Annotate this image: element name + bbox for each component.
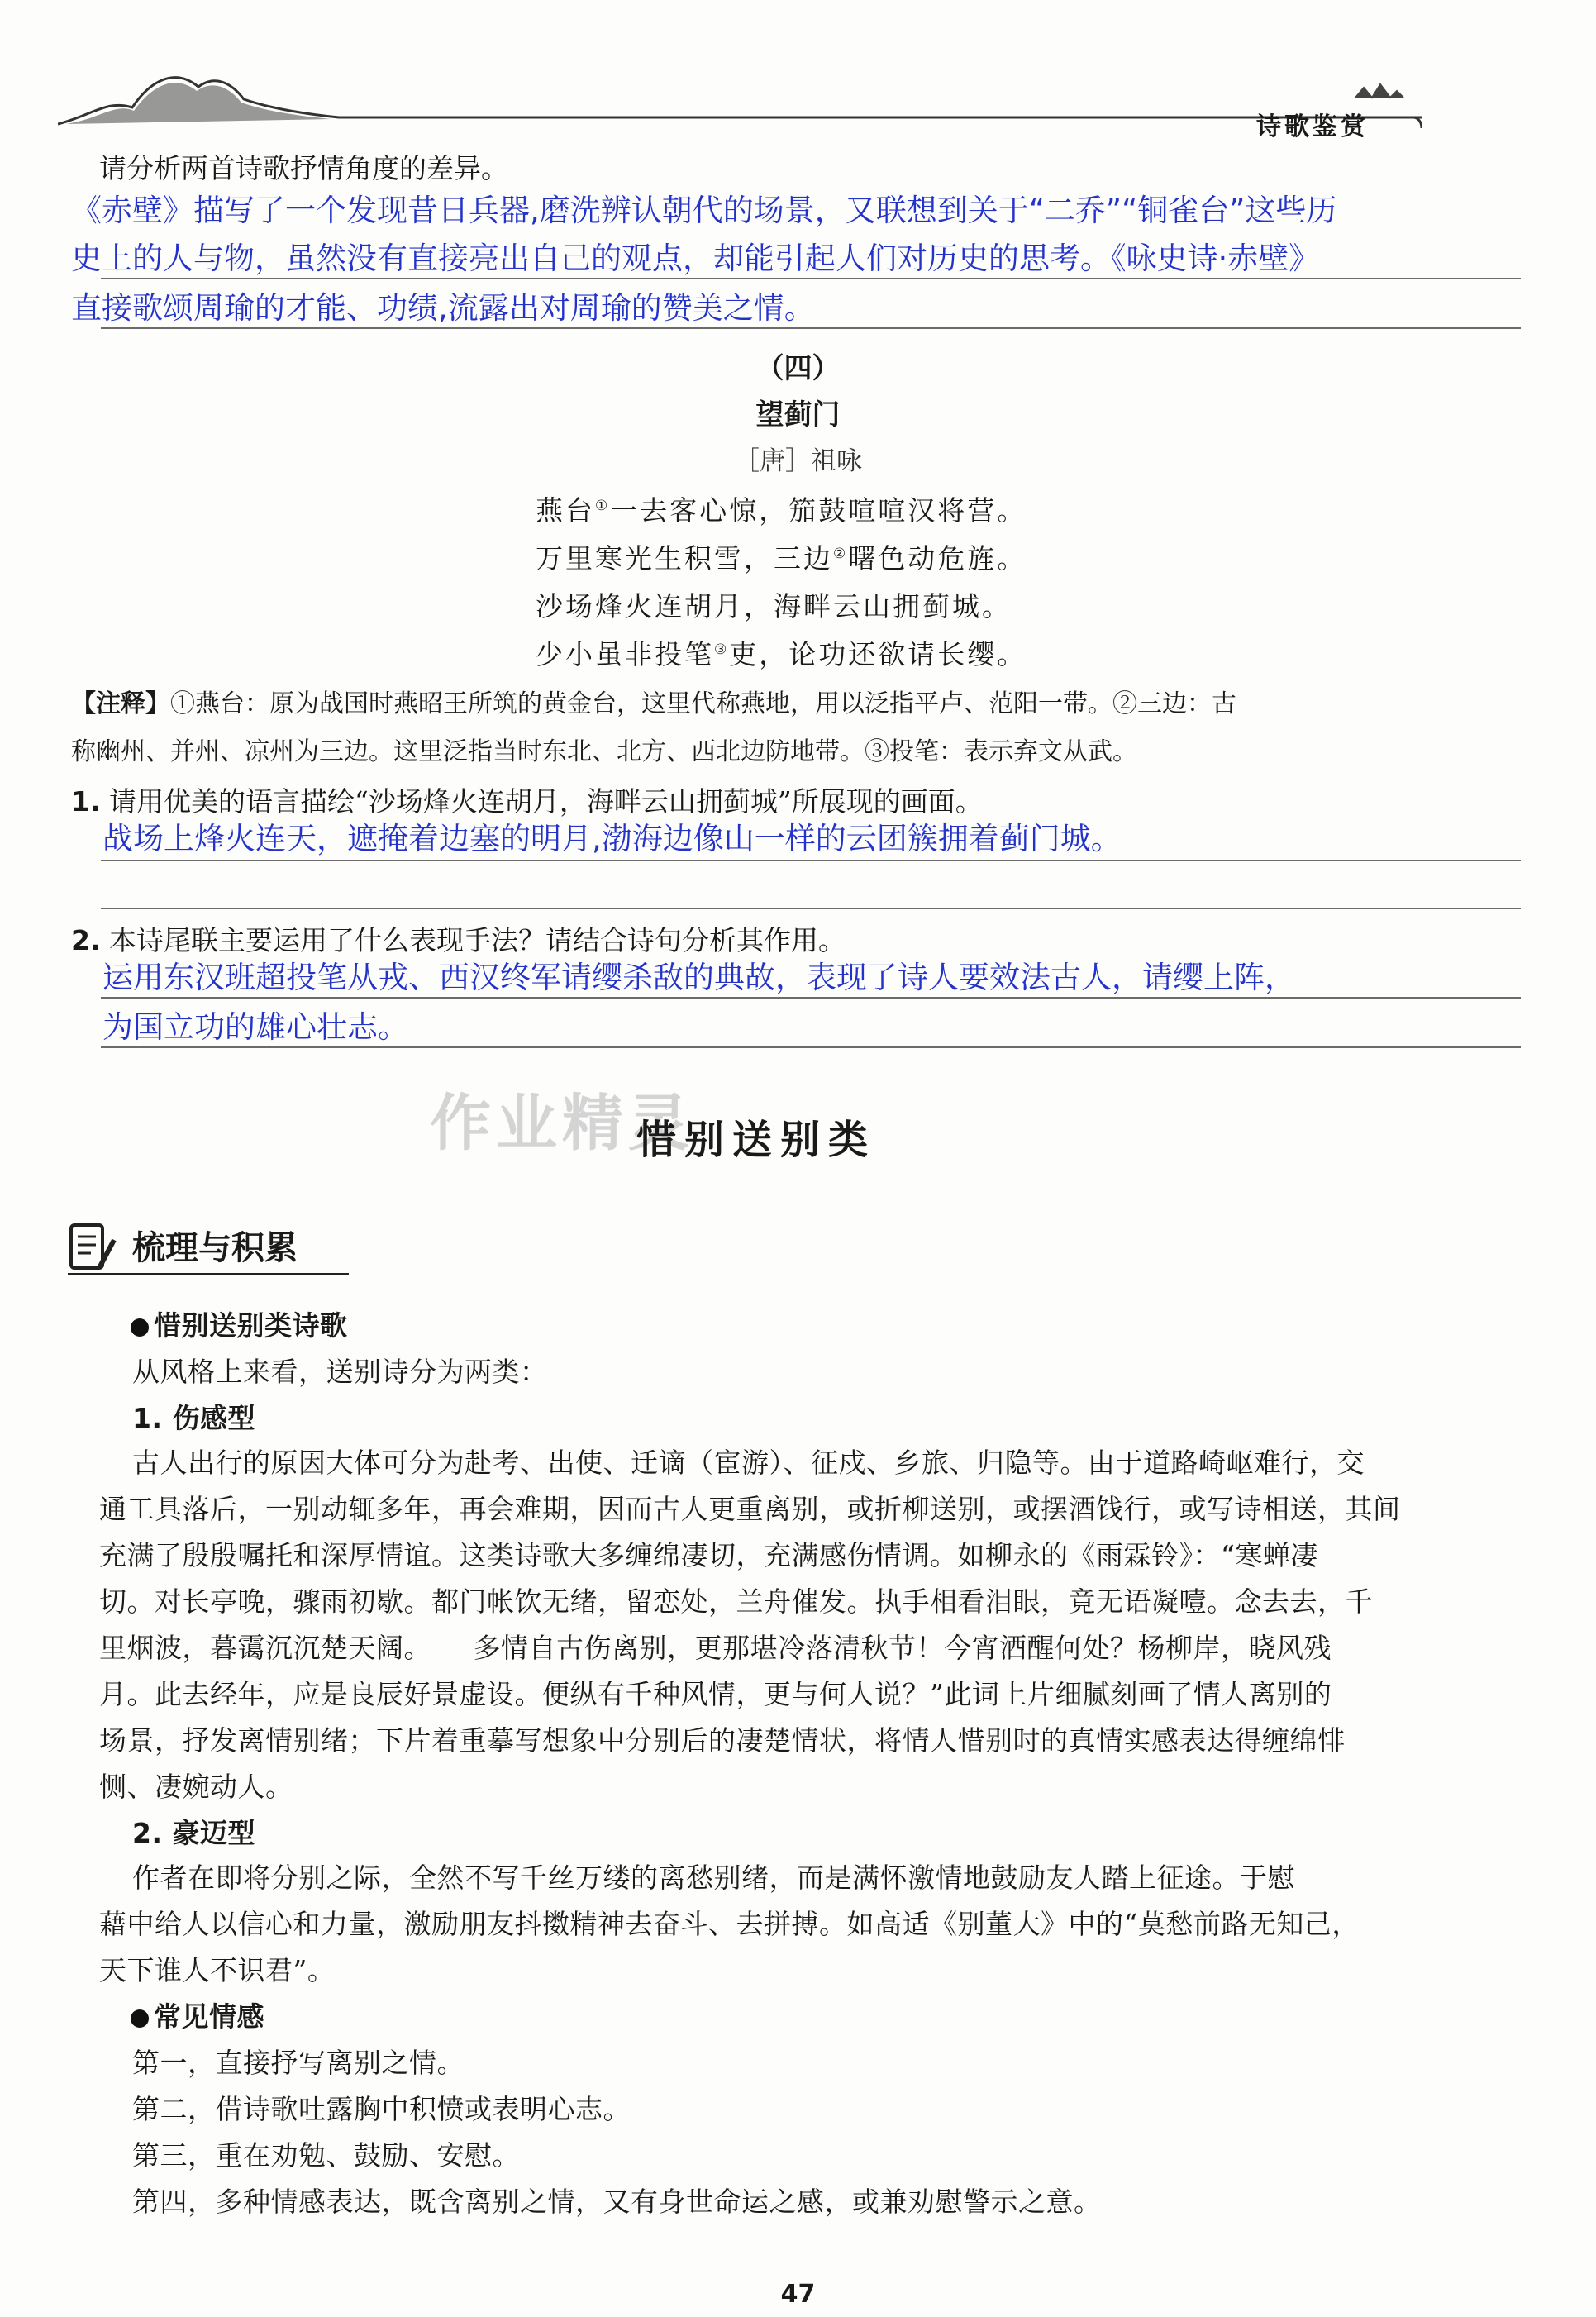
paragraph-line: 作者在即将分别之际，全然不写千丝万缕的离愁别绪，而是满怀激情地鼓励友人踏上征途。于慰 <box>132 1862 1295 1894</box>
section-title: 惜别送别类 <box>636 1117 877 1163</box>
poem-line-text: 吏，论功还欲请长缨。 <box>729 638 1027 670</box>
answer-rule <box>101 908 1521 909</box>
question-text: 请用优美的语言描绘“沙场烽火连胡月，海畔云山拥蓟城”所展现的画面。 <box>109 785 983 818</box>
answer-rule <box>101 860 1521 861</box>
heading-text: 惜别送别类诗歌 <box>154 1309 348 1342</box>
poem-line-text: 一去客心惊，笳鼓喧喧汉将营。 <box>610 494 1027 527</box>
paragraph-line: 天下谁人不识君”。 <box>99 1954 336 1986</box>
part3-question: 请分析两首诗歌抒情角度的差异。 <box>99 152 508 184</box>
paragraph-line: 场景，抒发离情别绪；下片着重摹写想象中分别后的凄楚情状，将情人惜别时的真情实感表达得缠绵悱 <box>99 1724 1346 1757</box>
notebook-pencil-icon <box>68 1222 117 1275</box>
answer-rule <box>101 1046 1521 1048</box>
answer-line: 为国立功的雄心壮志。 <box>102 1009 408 1045</box>
heading-text: 常见情感 <box>154 2000 264 2033</box>
question-number: 1. <box>71 785 101 818</box>
bullet-icon <box>131 1318 149 1337</box>
paragraph-line: 藉中给人以信心和力量，激励朋友抖擞精神去奋斗、去拼搏。如高适《别董大》中的“莫愁前路无知己， <box>99 1908 1360 1940</box>
question-number: 2. <box>71 924 101 956</box>
paragraph-line: 古人出行的原因大体可分为赴考、出使、迁谪（宦游）、征戍、乡旅、归隐等。由于道路崎岖难行，交 <box>132 1447 1365 1479</box>
paragraph-line: 充满了殷殷嘱托和深厚情谊。这类诗歌大多缠绵凄切，充满感伤情调。如柳永的《雨霖铃》：“寒蝉凄 <box>99 1539 1318 1571</box>
poem-line-text: 燕台 <box>536 494 595 527</box>
emotion-item: 第三，重在劝勉、鼓励、安慰。 <box>132 2139 520 2172</box>
paragraph-line: 月。此去经年，应是良辰好景虚设。便纵有千种风情，更与何人说？”此词上片细腻刻画了情人离别的 <box>99 1678 1332 1710</box>
question-text: 本诗尾联主要运用了什么表现手法？请结合诗句分析其作用。 <box>109 924 846 956</box>
part3-answer-line: 史上的人与物，虽然没有直接亮出自己的观点，却能引起人们对历史的思考。《咏史诗·赤壁》 <box>71 241 1320 276</box>
poem-line <box>536 633 1027 672</box>
footnote-ref: ③ <box>714 641 730 658</box>
poem-line <box>536 489 1027 528</box>
watermark: 作业精灵 <box>430 1088 694 1159</box>
note-text: 称幽州、并州、凉州为三边。这里泛指当时东北、北方、西北边防地带。③投笔：表示弃文从武。 <box>71 737 1137 766</box>
page-number: 47 <box>780 2280 816 2309</box>
poem-author: ［唐］祖咏 <box>734 446 862 476</box>
emotion-item: 第二，借诗歌吐露胸中积愤或表明心志。 <box>132 2093 631 2125</box>
content-intro: 从风格上来看，送别诗分为两类： <box>132 1356 548 1388</box>
footnote-ref: ② <box>833 546 849 562</box>
answer-rule <box>101 997 1521 999</box>
poem-line <box>536 585 1012 624</box>
header-mountain-decoration <box>58 50 1422 141</box>
footnote-ref: ① <box>595 498 611 514</box>
header-section-name: 诗歌鉴赏 <box>1256 112 1369 141</box>
emotion-item: 第一，直接抒写离别之情。 <box>132 2047 465 2079</box>
poem-line-text: 曙色动危旌。 <box>848 542 1027 574</box>
answer-rule <box>101 327 1521 329</box>
content-heading <box>131 1995 264 2034</box>
poem-title: 望蓟门 <box>755 398 841 431</box>
answer-line: 战场上烽火连天，遮掩着边塞的明月,渤海边像山一样的云团簇拥着蓟门城。 <box>102 821 1122 856</box>
note-text: ①燕台：原为战国时燕昭王所筑的黄金台，这里代称燕地，用以泛指平卢、范阳一带。②三边：古 <box>170 689 1236 718</box>
content-heading <box>131 1304 348 1343</box>
part3-answer-line: 《赤壁》描写了一个发现昔日兵器,磨洗辨认朝代的场景，又联想到关于“二乔”“铜雀台”这些历 <box>71 193 1337 228</box>
poem-notes <box>71 683 1236 719</box>
poem-line <box>536 537 1027 576</box>
paragraph-line: 切。对长亭晚，骤雨初歇。都门帐饮无绪，留恋处，兰舟催发。执手相看泪眼，竟无语凝噎。念去去，千 <box>99 1585 1373 1618</box>
type-title: 2. 豪迈型 <box>132 1817 255 1849</box>
poem-line-text: 少小虽非投笔 <box>536 638 714 670</box>
type-title: 1. 伤感型 <box>132 1402 255 1434</box>
note-label: 【注释】 <box>71 689 170 718</box>
emotion-item: 第四，多种情感表达，既含离别之情，又有身世命运之感，或兼劝慰警示之意。 <box>132 2186 1102 2218</box>
paragraph-line: 里烟波，暮霭沉沉楚天阔。 多情自古伤离别，更那堪冷落清秋节！今宵酒醒何处？杨柳岸，晓风残 <box>99 1632 1332 1664</box>
part3-answer-line: 直接歌颂周瑜的才能、功绩,流露出对周瑜的赞美之情。 <box>71 290 815 326</box>
answer-rule <box>101 278 1521 279</box>
subsection-underline <box>68 1273 349 1275</box>
poem-line-text: 万里寒光生积雪，三边 <box>536 542 833 574</box>
paragraph-line: 通工具落后，一别动辄多年，再会难期，因而古人更重离别，或折柳送别，或摆酒饯行，或写诗相送，其间 <box>99 1493 1401 1525</box>
bullet-icon <box>131 2009 149 2028</box>
paragraph-line: 恻、凄婉动人。 <box>99 1771 293 1803</box>
subsection-title: 梳理与积累 <box>132 1229 298 1267</box>
poem-number: （四） <box>755 352 841 385</box>
answer-line: 运用东汉班超投笔从戎、西汉终军请缨杀敌的典故，表现了诗人要效法古人，请缨上阵， <box>102 960 1295 995</box>
poem-line-text: 沙场烽火连胡月，海畔云山拥蓟城。 <box>536 590 1012 622</box>
